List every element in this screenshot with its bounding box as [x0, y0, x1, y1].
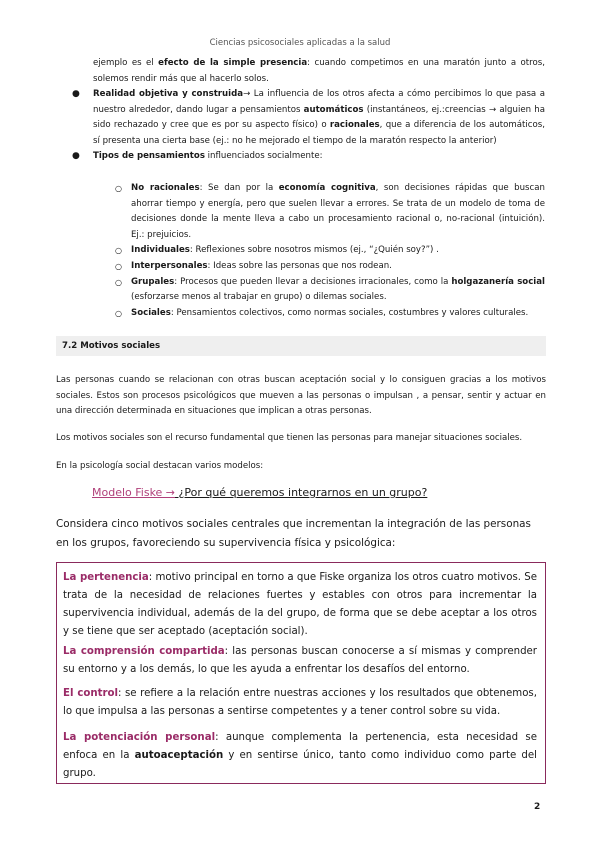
- circle-bullet-icon: ○: [115, 277, 122, 287]
- circle-bullet-icon: ○: [115, 261, 122, 271]
- fiske-question: ¿Por qué queremos integrarnos en un grupo?: [175, 486, 428, 499]
- continuation-paragraph: ejemplo es el efecto de la simple presencia: cuando competimos en una maratón junto a otros, solemos rendir más que al hacerlo solos.: [93, 58, 545, 84]
- sub-bullet-sociales: ○ Sociales: Pensamientos colectivos, como normas sociales, costumbres y valores culturales.: [131, 306, 545, 322]
- page-header: Ciencias psicosociales aplicadas a la salud: [209, 38, 391, 48]
- motive-pertenencia: La pertenencia: motivo principal en torno a que Fiske organiza los otros cuatro motivos. Se trata de la necesidad de relaciones fuertes y estables con otros para incrementar la supervivencia individual, además de la del grupo, de forma que se debe aceptar a los otros y se tiene que ser aceptado (aceptación social).: [63, 572, 537, 637]
- bullet-dot-icon: ●: [72, 151, 80, 162]
- motives-intro: Considera cinco motivos sociales centrales que incrementan la integración de las personas en los grupos, favoreciendo su supervivencia física y psicológica:: [56, 518, 531, 549]
- sub-bullet-individuales: ○ Individuales: Reflexiones sobre nosotros mismos (ej., “¿Quién soy?”) .: [131, 243, 545, 259]
- section-heading: 7.2 Motivos sociales: [56, 336, 546, 356]
- motive-potenciacion: La potenciación personal: aunque complementa la pertenencia, esta necesidad se enfoca en la autoaceptación y en sentirse único, tanto como individuo como parte del grupo.: [63, 732, 537, 779]
- bullet-realidad: ● Realidad objetiva y construida→ La influencia de los otros afecta a cómo percibimos lo que pasa a nuestro alrededor, dando lugar a pensamientos automáticos (instantáneos, ej.:creencias → alguien ha sido rechazado y cree que es por su aspecto físico) o racionales, que a diferencia de los automáticos, sí presenta una cierta base (ej.: no he mejorado el tiempo de la maratón respecto la anterior): [72, 89, 545, 146]
- sub-bullet-no-racionales: ○ No racionales: Se dan por la economía cognitiva, son decisiones rápidas que buscan ahorrar tiempo y energía, pero que suelen llevar a errores. Se trata de un modelo de toma de decisiones donde la mente lleva a cabo un procesamiento racional o, no-racional (intuición). Ej.: prejuicios.: [115, 183, 545, 240]
- paragraph-motivos: Las personas cuando se relacionan con otras buscan aceptación social y lo consiguen gracias a los motivos sociales. Estos son procesos psicológicos que mueven a las personas o impulsan , a pensar, sentir y actuar en una dirección determinada en situaciones que implican a otras personas.: [56, 375, 546, 417]
- sub-bullet-list: [115, 181, 545, 321]
- circle-bullet-icon: ○: [115, 246, 122, 256]
- motive-comprension: La comprensión compartida: las personas buscan conocerse a sí mismas y comprender su entorno y a los demás, lo que les ayuda a enfrentar los desafíos del entorno.: [63, 646, 537, 675]
- circle-bullet-icon: ○: [115, 308, 122, 318]
- bullet-tipos: ● Tipos de pensamientos influenciados socialmente:: [93, 149, 545, 165]
- page-number: 2: [534, 802, 541, 812]
- paragraph-recurso: Los motivos sociales son el recurso fundamental que tienen las personas para manejar situaciones sociales.: [56, 433, 523, 443]
- paragraph-modelos: En la psicología social destacan varios modelos:: [56, 461, 264, 471]
- motive-control: El control: se refiere a la relación entre nuestras acciones y los resultados que obtenemos, lo que impulsa a las personas a sentirse competentes y a tener control sobre su vida.: [63, 688, 537, 717]
- fiske-heading: [92, 486, 427, 499]
- circle-bullet-icon: ○: [115, 184, 122, 193]
- motives-box: [56, 562, 546, 784]
- sub-bullet-grupales: ○ Grupales: Procesos que pueden llevar a decisiones irracionales, como la holgazanería social (esforzarse menos al trabajar en grupo) o dilemas sociales.: [115, 276, 545, 303]
- fiske-link[interactable]: Modelo Fiske →: [92, 486, 176, 499]
- sub-bullet-interpersonales: ○ Interpersonales: Ideas sobre las personas que nos rodean.: [131, 259, 545, 275]
- bullet-dot-icon: ●: [72, 89, 80, 99]
- bullet-list: [72, 87, 545, 165]
